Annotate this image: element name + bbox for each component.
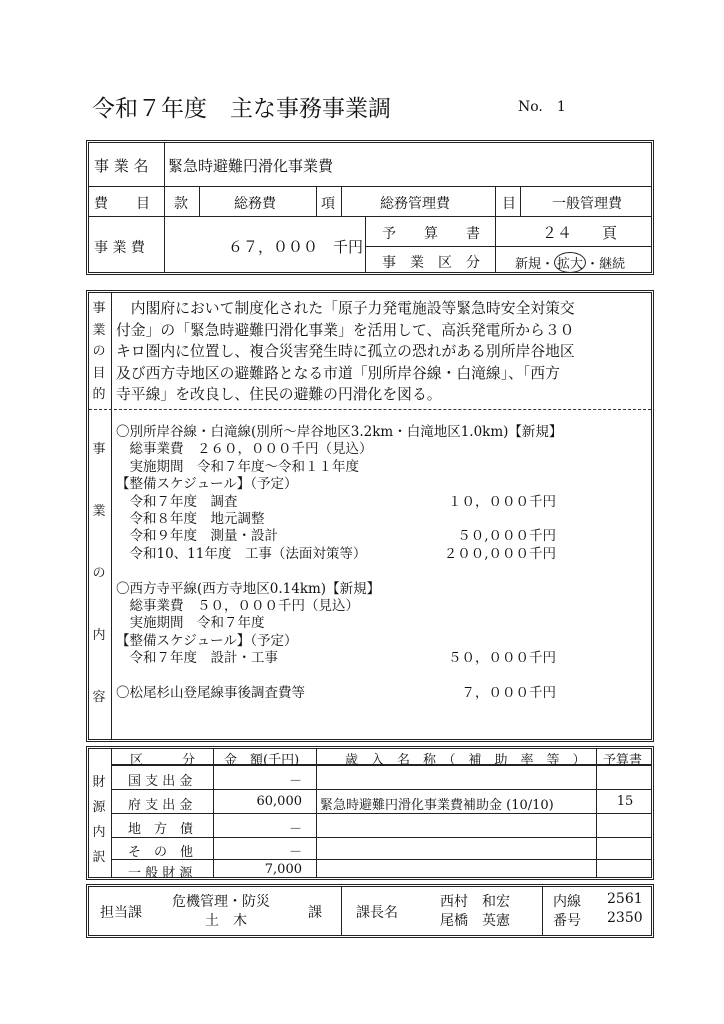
content-line: 〇西方寺平線(西方寺地区0.14km)【新規】 bbox=[116, 580, 381, 597]
ko-value: 総務管理費 bbox=[380, 196, 450, 212]
kacho-label: 課長名 bbox=[356, 905, 398, 921]
finance-row-kubun: そ の 他 bbox=[128, 845, 194, 860]
content-line bbox=[116, 667, 556, 684]
content-line: 【整備スケジュール】（予定） bbox=[116, 476, 298, 493]
kan-label: 款 bbox=[174, 196, 188, 212]
content-line: 【整備スケジュール】（予定） bbox=[116, 632, 298, 649]
kacho-name-1: 西村 和宏 bbox=[440, 894, 510, 910]
finance-label: 財 源 内 訳 bbox=[92, 775, 106, 865]
moku-label: 目 bbox=[502, 196, 516, 212]
kubun-continue: 継続 bbox=[599, 257, 626, 272]
kan-value: 総務費 bbox=[234, 196, 276, 212]
himoku-label: 費 目 bbox=[94, 196, 150, 212]
finance-row-name: 緊急時避難円滑化事業費補助金 (10/10) bbox=[320, 798, 554, 813]
content-line: 総事業費 ５０，０００千円（見込） bbox=[116, 597, 359, 614]
finance-row-kubun: 府 支 出 金 bbox=[128, 798, 193, 813]
finance-header-kubun: 区 分 bbox=[130, 753, 196, 768]
naisen-label: 内線 bbox=[553, 894, 581, 910]
purpose-line: 及び西方寺地区の避難路となる市道「別所岸谷線・白滝線」、「西方 bbox=[116, 364, 560, 382]
finance-row-amount: － bbox=[288, 845, 302, 860]
page-title: 令和７年度 主な事務事業調 bbox=[92, 96, 391, 122]
naisen-value: 2561 bbox=[607, 891, 643, 907]
jigyo-mei-label: 事 業 名 bbox=[94, 157, 149, 175]
dept-line-2: 土 木 bbox=[205, 913, 247, 929]
kubun-options: 新規・ 拡大 ・継続 bbox=[515, 252, 625, 273]
finance-row-kubun: 国 支 出 金 bbox=[128, 774, 193, 789]
finance-row-kubun: 一 般 財 源 bbox=[128, 866, 193, 881]
finance-header-amount: 金 額(千円) bbox=[224, 753, 300, 768]
content-line: 令和９年度 測量・設計 ５０,０００千円 bbox=[116, 528, 556, 545]
document-number: No. 1 bbox=[518, 99, 566, 115]
content-line: 実施期間 令和７年度～令和１１年度 bbox=[116, 458, 359, 475]
kubun-expand-circled: 拡大 bbox=[554, 252, 586, 273]
finance-row-amount: － bbox=[288, 822, 302, 837]
content-line: 令和８年度 地元調整 bbox=[116, 510, 265, 527]
ko-label: 項 bbox=[321, 196, 335, 212]
content-label: 事 業 の 内 容 bbox=[92, 442, 106, 705]
content-line bbox=[116, 563, 556, 580]
finance-row-amount: － bbox=[288, 774, 302, 789]
content-line: 〇別所岸谷線・白滝線(別所～岸谷地区3.2km・白滝地区1.0km)【新規】 bbox=[116, 424, 563, 440]
content-list bbox=[116, 424, 563, 702]
ka-label: 課 bbox=[308, 905, 322, 921]
purpose-line: 寺平線」を改良し、住民の避難の円滑化を図る。 bbox=[116, 386, 442, 403]
kacho-name-2: 尾橋 英憲 bbox=[440, 913, 510, 929]
jigyo-mei-value: 緊急時避難円滑化事業費 bbox=[168, 157, 334, 175]
purpose-line: キロ圏内に位置し、複合災害発生時に孤立の恐れがある別所岸谷地区 bbox=[116, 343, 575, 360]
dept-line-1: 危機管理・防災 bbox=[172, 894, 270, 910]
purpose-line: 内閣府において制度化された「原子力発電施設等緊急時安全対策交 bbox=[116, 300, 575, 317]
content-line: 総事業費 ２６０，０００千円（見込） bbox=[116, 441, 373, 458]
tanto-label: 担当課 bbox=[100, 905, 142, 921]
content-line: 実施期間 令和７年度 bbox=[116, 615, 265, 632]
yosansho-label: 予 算 書 bbox=[382, 226, 480, 242]
kubun-new: 新規 bbox=[515, 257, 542, 272]
content-line: 令和７年度 調査 １０，０００千円 bbox=[116, 493, 556, 510]
jigyohi-value: ６７，０００ 千円 bbox=[228, 238, 364, 256]
finance-header-page: 予算書 bbox=[603, 753, 643, 768]
purpose-text bbox=[116, 298, 575, 406]
moku-value: 一般管理費 bbox=[552, 196, 622, 212]
yosansho-page: ２４ 頁 bbox=[542, 224, 618, 242]
finance-row-page: 15 bbox=[616, 794, 634, 809]
finance-row-amount: 7,000 bbox=[264, 862, 302, 877]
purpose-label: 事 業 の 目 的 bbox=[92, 301, 106, 402]
content-line: 〇松尾杉山登尾線事後調査費等 ７，０００千円 bbox=[116, 684, 556, 701]
kubun-label: 事 業 区 分 bbox=[382, 255, 480, 271]
content-line: 令和７年度 設計・工事 ５０，０００千円 bbox=[116, 650, 556, 667]
content-line: 令和10、11年度 工事（法面対策等） ２００,０００千円 bbox=[116, 545, 556, 562]
finance-row-kubun: 地 方 債 bbox=[128, 822, 194, 837]
bango-value: 2350 bbox=[607, 910, 643, 926]
finance-header-name: 歳 入 名 称 （ 補 助 率 等 ） bbox=[345, 753, 586, 768]
bango-label: 番号 bbox=[553, 913, 581, 929]
finance-row-amount: 60,000 bbox=[256, 794, 302, 809]
jigyohi-label: 事 業 費 bbox=[94, 240, 145, 256]
purpose-line: 付金」の「緊急時避難円滑化事業」を活用して、高浜発電所から３０ bbox=[116, 321, 575, 339]
